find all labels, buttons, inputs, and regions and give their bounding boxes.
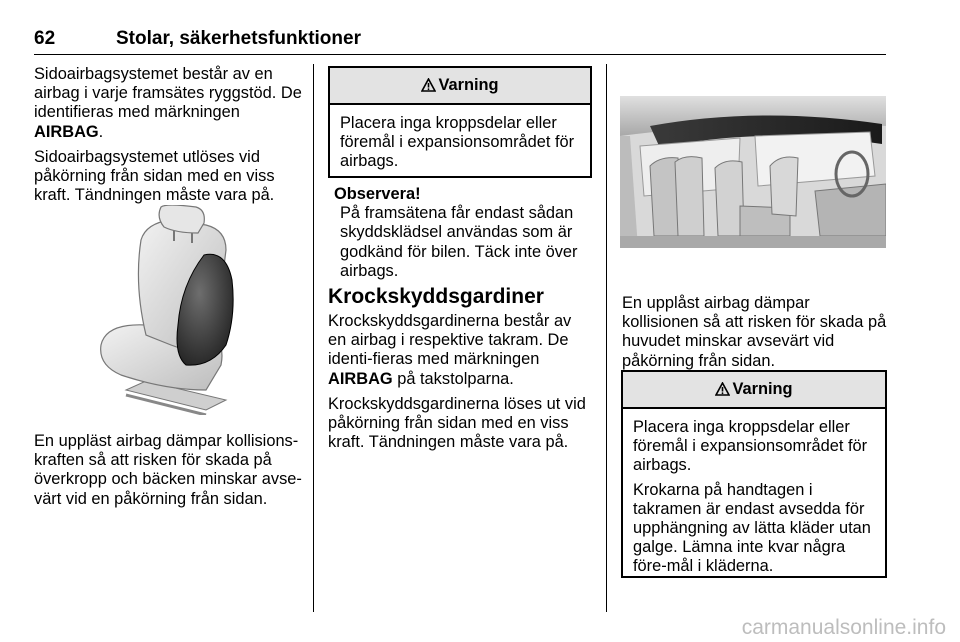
- curtain-airbag-trigger: Krockskyddsgardinerna löses ut vid påkörning från sidan med en viss kraft. Tändningen måste vara på.: [328, 394, 586, 452]
- side-airbag-intro-text: Sidoairbagsystemet består av en airbag i varje framsätes ryggstöd. De identifieras med märkningen: [34, 65, 302, 122]
- note-text: På framsätena får endast sådan skyddsklädsel användas som är godkänd för bilen. Täck inte över airbags.: [340, 204, 578, 280]
- warning-box-2-header: [623, 372, 885, 409]
- warning-box-2-title: Varning: [732, 380, 793, 398]
- seat-airbag-caption: En uppläst airbag dämpar kollisions-kraften så att risken för skada på överkropp och bäcken minskar avse-värt vid en påkörning från sidan.: [34, 432, 302, 508]
- warning-box-2-text-1: Placera inga kroppsdelar eller föremål i expansionsområdet för airbags.: [633, 418, 868, 475]
- column-2-text: [328, 312, 590, 452]
- chapter-title: Stolar, säkerhetsfunktioner: [116, 28, 361, 49]
- warning-box-2: [621, 370, 887, 578]
- column-divider-right: [606, 64, 607, 612]
- column-divider-left: [313, 64, 314, 612]
- curtain-airbag-illustration: [620, 96, 886, 248]
- curtain-airbag-intro-end: på takstolparna.: [397, 369, 514, 388]
- warning-box-2-text-2: Krokarna på handtagen i takramen är endast avsedda för upphängning av lätta kläder utan galge. Lämna inte kvar några före-mål i kläderna.: [633, 480, 871, 576]
- side-airbag-trigger: Sidoairbagsystemet utlöses vid påkörning från sidan med en viss kraft. Tändningen måste vara på.: [34, 147, 275, 205]
- page-header: [34, 28, 886, 55]
- column-1-caption: [34, 432, 306, 509]
- section-heading-curtain-airbags: Krockskyddsgardiner: [328, 285, 544, 308]
- warning-box-1-title: Varning: [438, 76, 499, 94]
- note-title: Observera!: [334, 185, 421, 203]
- warning-box-1-body: [330, 105, 590, 180]
- column-1-text: [34, 65, 304, 205]
- seat-airbag-illustration: [86, 205, 256, 415]
- warning-box-1: [328, 66, 592, 178]
- note-block: [334, 185, 596, 281]
- curtain-airbag-intro-text: Krockskyddsgardinerna består av en airbag i respektive takram. De identi-fieras med märkningen: [328, 312, 572, 369]
- curtain-airbag-intro: [328, 312, 590, 389]
- airbag-marking-2: AIRBAG: [328, 369, 393, 388]
- page-number: 62: [34, 28, 56, 49]
- airbag-marking: AIRBAG: [34, 122, 99, 141]
- punctuation: .: [98, 122, 104, 141]
- warning-triangle-icon: [715, 382, 730, 396]
- curtain-airbag-caption: En upplåst airbag dämpar kollisionen så att risken för skada på huvudet minskar avsevärt vid påkörning från sidan.: [622, 294, 887, 370]
- warning-box-1-text: Placera inga kroppsdelar eller föremål i expansionsområdet för airbags.: [340, 114, 575, 171]
- warning-box-2-body: [623, 409, 885, 585]
- warning-triangle-icon: [421, 78, 436, 92]
- side-airbag-intro: [34, 65, 304, 142]
- watermark: carmanualsonline.info: [741, 616, 946, 639]
- warning-box-1-header: [330, 68, 590, 105]
- column-3-caption: [622, 294, 888, 371]
